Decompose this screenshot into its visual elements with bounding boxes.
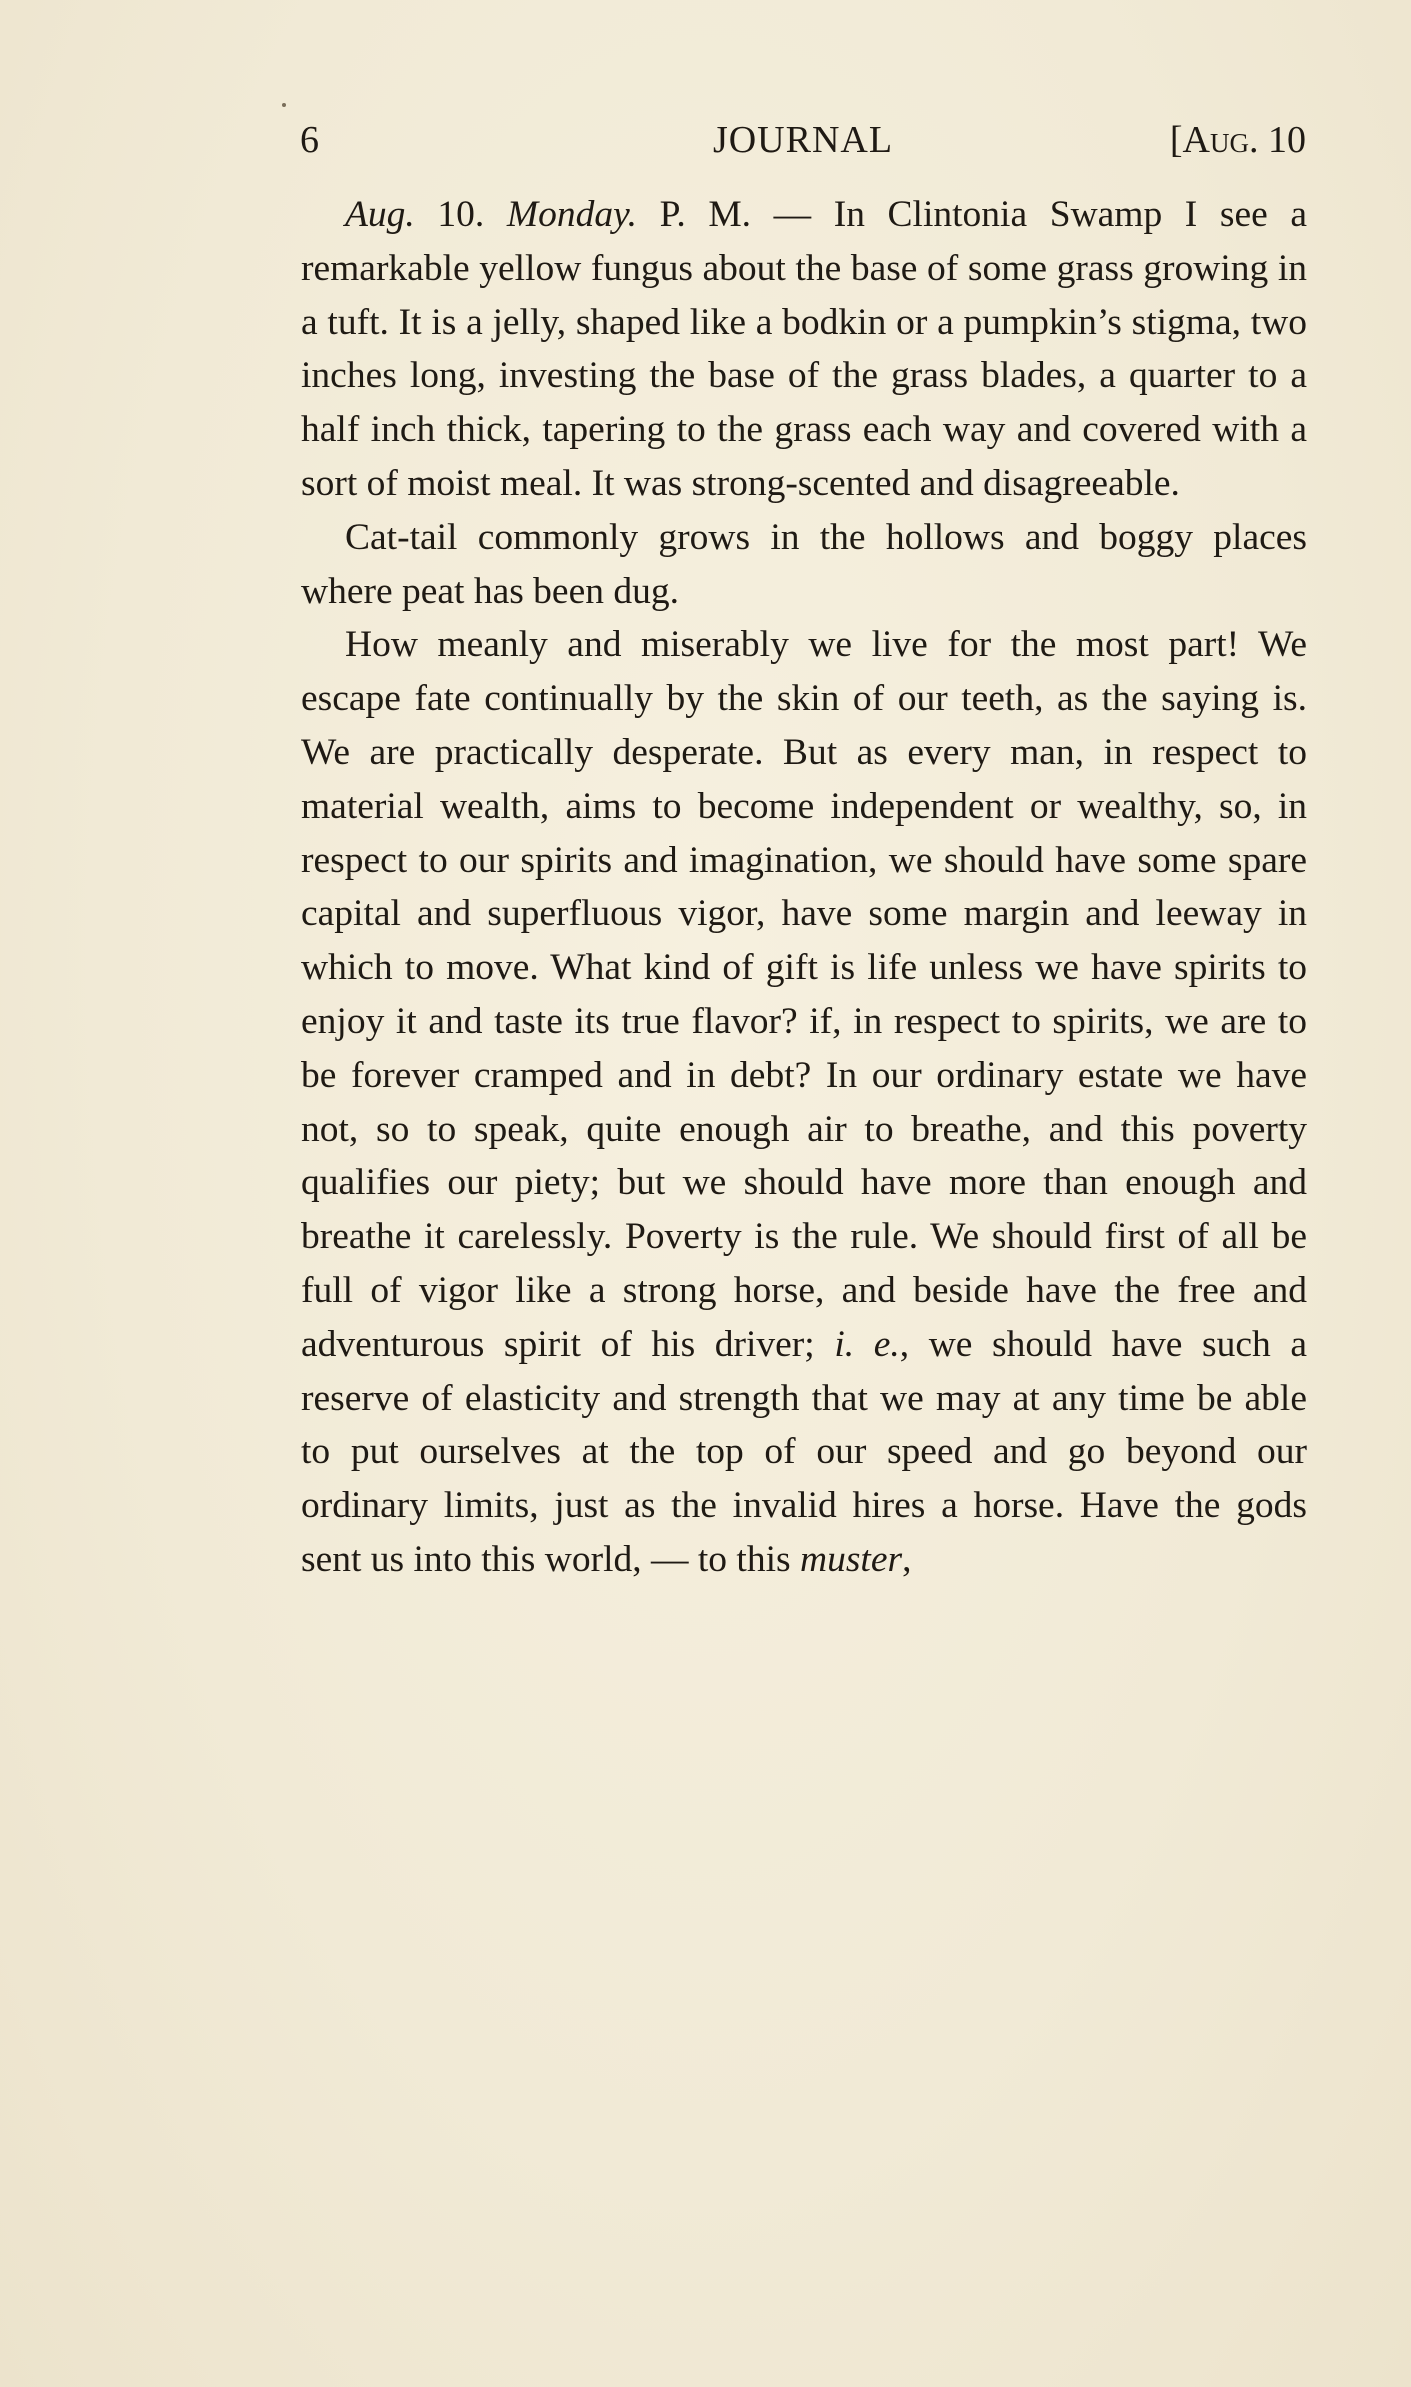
paragraph-2-text: Cat-tail commonly grows in the hollows and boggy places where peat has been dug. xyxy=(301,516,1307,612)
paragraph-1 xyxy=(301,188,1307,511)
paragraph-1-text: P. M. — In Clintonia Swamp I see a remarkable yellow fungus about the base of some grass growing in a tuft. It is a jelly, shaped like a bodkin or a pumpkin’s stigma, two inches long, investing the base of the grass blades, a quarter to a half inch thick, tapering to the grass each way and covered with a sort of moist meal. It was strong-scented and disagreeable. xyxy=(301,194,1307,504)
entry-day: 10. xyxy=(414,194,507,235)
muster-word: muster xyxy=(799,1538,903,1580)
page-number: 6 xyxy=(300,119,319,161)
paragraph-3-trailing: , xyxy=(902,1538,912,1580)
paragraph-3-text-a: How meanly and miserably we live for the most part! We escape fate continually by the skin of our teeth, as the saying is. We are practically desperate. But as every man, in respect to material wealth, aims to become independent or wealthy, so, in respect to our spirits and imagination, we should have some spare capital and superfluous vigor, have some margin and leeway in which to move. What kind of gift is life unless we have spirits to enjoy it and taste its true flavor? if, in respect to spirits, we are to be forever cramped and in debt? In our ordinary estate we have not, so to speak, quite enough air to breathe, and this poverty qualifies our piety; but we should have more than enough and breathe it carelessly. Poverty is the rule. We should first of all be full of vigor like a strong horse, and beside have the free and adventurous spirit of his driver; xyxy=(301,624,1307,1365)
running-title: JOURNAL xyxy=(712,119,894,161)
running-header xyxy=(300,118,1306,166)
paragraph-3 xyxy=(301,618,1307,1586)
paragraph-2 xyxy=(301,511,1307,619)
entry-weekday: Monday. xyxy=(506,194,638,235)
ie-abbreviation: i. e. xyxy=(834,1323,900,1365)
entry-month: Aug. xyxy=(345,194,415,235)
journal-text xyxy=(301,188,1307,1587)
running-date: [Aug. 10 xyxy=(1169,119,1306,161)
paper-speck xyxy=(282,103,286,107)
paragraph-3-text-b: , we should have such a reserve of elasticity and strength that we may at any time be able to put ourselves at the top of our speed and go beyond our ordinary limits, just as the invalid hires a horse. Have the gods sent us into this world, — to this xyxy=(301,1323,1307,1580)
